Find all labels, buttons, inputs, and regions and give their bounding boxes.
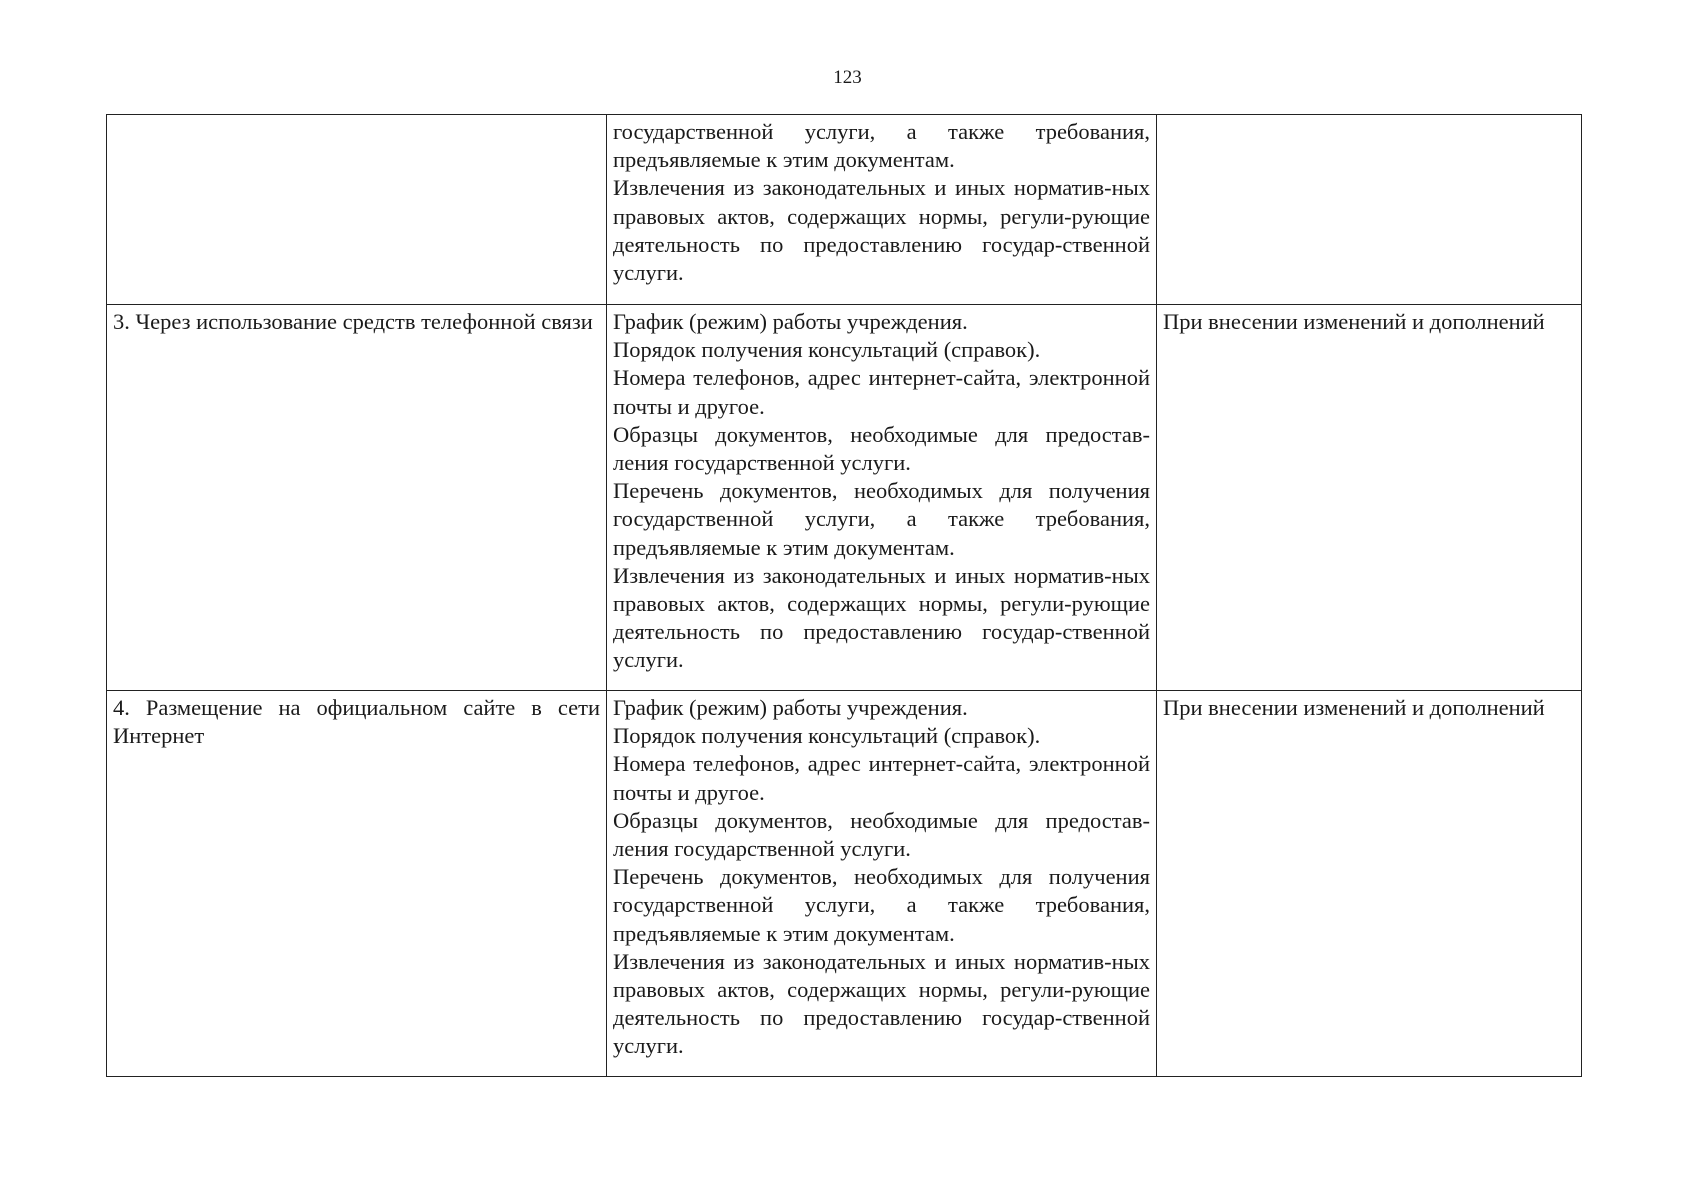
frequency-cell bbox=[1157, 691, 1582, 1077]
content-paragraph: Порядок получения консультаций (справок). bbox=[613, 337, 1041, 363]
content-paragraph: Перечень документов, необходимых для получения государственной услуги, а также требования, предъявляемые к этим документам. bbox=[613, 478, 1150, 560]
content-cell bbox=[607, 305, 1157, 691]
document-table bbox=[106, 114, 1582, 1077]
frequency-cell bbox=[1157, 305, 1582, 691]
content-paragraph: Извлечения из законодательных и иных норматив-ных правовых актов, содержащих нормы, регули-рующие деятельность по предоставлению государ-ственной услуги. bbox=[613, 562, 1150, 673]
method-text: 4. Размещение на официальном сайте в сети Интернет bbox=[113, 695, 600, 749]
content-paragraph: Извлечения из законодательных и иных норматив-ных правовых актов, содержащих нормы, регули-рующие деятельность по предоставлению государ-ственной услуги. bbox=[613, 175, 1150, 286]
method-cell bbox=[107, 305, 607, 691]
content-paragraph: Номера телефонов, адрес интернет-сайта, электронной почты и другое. bbox=[613, 365, 1150, 419]
table-row bbox=[107, 691, 1582, 1077]
content-paragraph: Образцы документов, необходимые для предостав-ления государственной услуги. bbox=[613, 421, 1150, 476]
content-paragraph: Перечень документов, необходимых для получения государственной услуги, а также требования, предъявляемые к этим документам. bbox=[613, 864, 1150, 946]
page-number: 123 bbox=[833, 67, 862, 88]
method-text: 3. Через использование средств телефонной связи bbox=[113, 309, 593, 334]
frequency-text: При внесении изменений и дополнений bbox=[1163, 309, 1545, 334]
table-row bbox=[107, 305, 1582, 691]
content-cell bbox=[607, 691, 1157, 1077]
method-cell bbox=[107, 115, 607, 305]
method-cell bbox=[107, 691, 607, 1077]
frequency-cell bbox=[1157, 115, 1582, 305]
content-paragraph: Извлечения из законодательных и иных норматив-ных правовых актов, содержащих нормы, регули-рующие деятельность по предоставлению государ-ственной услуги. bbox=[613, 948, 1150, 1059]
table-row bbox=[107, 115, 1582, 305]
content-paragraph: Порядок получения консультаций (справок). bbox=[613, 723, 1041, 749]
content-paragraph: Номера телефонов, адрес интернет-сайта, электронной почты и другое. bbox=[613, 751, 1150, 805]
frequency-text: При внесении изменений и дополнений bbox=[1163, 695, 1545, 720]
content-paragraph: График (режим) работы учреждения. bbox=[613, 309, 968, 334]
content-paragraph: Образцы документов, необходимые для предостав-ления государственной услуги. bbox=[613, 807, 1150, 862]
content-paragraph: государственной услуги, а также требования, предъявляемые к этим документам. bbox=[613, 119, 1150, 173]
content-paragraph: График (режим) работы учреждения. bbox=[613, 695, 968, 720]
content-cell bbox=[607, 115, 1157, 305]
